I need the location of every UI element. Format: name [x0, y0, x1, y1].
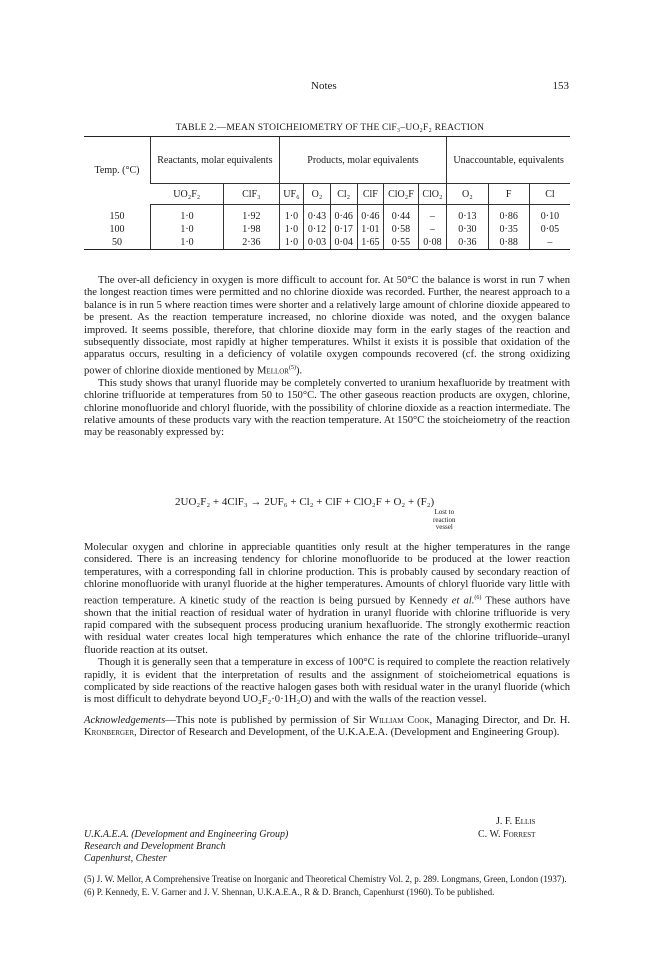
table-cell: 0·88 [488, 236, 529, 250]
table-cell: 1·0 [151, 236, 224, 250]
table-cell: 0·36 [447, 236, 488, 250]
table-cell: 50 [84, 236, 151, 250]
paragraph-text: , Director of Research and Development, of the U.K.A.E.A. (Development and Engineering Group). [134, 727, 560, 739]
col-header: ClF₃ [224, 184, 280, 205]
person-name: William Cook [369, 714, 430, 726]
table-cell: 1·0 [279, 223, 304, 236]
table-caption: TABLE 2.—MEAN STOICHEIOMETRY OF THE ClF₃–UO₂F₂ REACTION [175, 123, 485, 133]
col-header: O₂ [304, 184, 331, 205]
col-header: ClF [357, 184, 384, 205]
stoichiometry-table [84, 136, 570, 250]
table-cell: 0·05 [529, 223, 570, 236]
table-row [84, 223, 570, 236]
table-cell: 0·46 [357, 210, 384, 223]
col-header: Cl [529, 184, 570, 205]
col-group-unaccountable: Unaccountable, equivalents [447, 137, 570, 184]
table-cell: 1·0 [151, 210, 224, 223]
paragraph-text: —This note is published by permission of Sir [165, 714, 366, 726]
paragraph-text: Molecular oxygen and chlorine in appreciable quantities only result at the higher temperatures in the range considered. There is an increasing tendency for chlorine monofluoride to be produced at the lower reaction temperatures, with a corresponding fall in chlorine production. This is probably caused by secondary reaction of chlorine monofluoride with uranyl fluoride at the higher temperatures. Amounts of chloryl fluoride vary little with reaction temperature. A kinetic study of the reaction is being pursued by Kennedy [84, 542, 570, 607]
ref-marker: (5) [288, 364, 296, 371]
table-cell: 0·46 [330, 210, 357, 223]
table-row [84, 210, 570, 223]
col-header: UO₂F₂ [151, 184, 224, 205]
ref-marker: (6) [474, 594, 482, 601]
body-text-lower [84, 542, 570, 740]
col-group-products: Products, molar equivalents [279, 137, 447, 184]
col-header: ClO₂F [384, 184, 418, 205]
table-cell: 0·43 [304, 210, 331, 223]
table-cell: 1·65 [357, 236, 384, 250]
affiliation-line: U.K.A.E.A. (Development and Engineering Group) [84, 829, 289, 840]
table-cell: 0·35 [488, 223, 529, 236]
table-row [84, 236, 570, 250]
table-cell: 1·01 [357, 223, 384, 236]
reference-item: (5) J. W. Mellor, A Comprehensive Treatise on Inorganic and Theoretical Chemistry Vol. 2, p. 289. Longmans, Green, London (1937). [84, 874, 567, 884]
table-cell: 0·17 [330, 223, 357, 236]
references [84, 874, 570, 898]
person-name: Kronberger [84, 727, 135, 739]
note-line: vessel [435, 523, 453, 531]
page-number: 153 [552, 80, 569, 92]
col-group-reactants: Reactants, molar equivalents [151, 137, 280, 184]
reaction-equation: 2UO₂F₂ + 4ClF₃ → 2UF₆ + Cl₂ + ClF + ClO₂F + O₂ + (F₂) [175, 496, 435, 508]
affiliation [84, 829, 288, 865]
table-cell: 0·12 [304, 223, 331, 236]
et-al: et al. [451, 595, 475, 607]
table-cell: 1·0 [151, 223, 224, 236]
table-cell: – [418, 210, 447, 223]
table-cell: 0·55 [384, 236, 418, 250]
table-cell: 1·0 [279, 236, 304, 250]
table-cell: 100 [109, 224, 125, 235]
table-cell: – [529, 236, 570, 250]
table-cell: 0·08 [418, 236, 447, 250]
paragraph-text: , Managing Director, and Dr. H. [429, 714, 571, 726]
table-cell: 1·98 [224, 223, 280, 236]
author-1 [496, 816, 536, 827]
col-header: UF₆ [279, 184, 304, 205]
col-group-temp: Temp. (°C) [84, 137, 151, 205]
equation-note [433, 509, 456, 532]
paragraph-temperature: Though it is generally seen that a temperature in excess of 100°C is required to complete the reaction relatively rapidly, it is evident that the interpretation of results and the assignment of stoicheiometrical equations is complicated by side reactions of the reactive halogen gases both with residual water in the uranyl fluoride (which is most difficult to dehydrate beyond UO₂F₂·0·1H₂O) and with the walls of the reaction vessel. [84, 657, 570, 706]
paragraph-study-summary: This study shows that uranyl fluoride may be completely converted to uranium hexafluoride by treatment with chlorine trifluoride at temperatures from 50 to 150°C. The other gaseous reaction products are oxygen, chlorine, chlorine monofluoride and chloryl fluoride, with the possibility of chlorine dioxide as a reaction intermediate. The relative amounts of these products vary with the reaction temperature. At 150°C the stoicheiometry of the reaction may be reasonably expressed by: [84, 377, 570, 439]
affiliation-line: Capenhurst, Chester [84, 853, 167, 864]
paragraph-oxygen-deficiency [84, 275, 570, 378]
table-cell: 2·36 [224, 236, 280, 250]
body-text-upper [84, 275, 570, 440]
table-cell: 0·04 [330, 236, 357, 250]
table-cell: – [418, 223, 447, 236]
col-header: F [488, 184, 529, 205]
author-text: J. F. Ellis [496, 816, 536, 827]
table-cell: 0·86 [488, 210, 529, 223]
note-line: reaction [433, 515, 456, 524]
table-cell: 0·13 [447, 210, 488, 223]
paragraph-text: The over-all deficiency in oxygen is more difficult to account for. At 50°C the balance is worst in run 7 when the longest reaction times were permitted and no chlorine dioxide was recorded. Further, the nearest approach to a balance is in run 5 where reaction times were shorter and a relatively large amount of chlorine dioxide appeared to be present. As the reaction temperature increased, no chlorine dioxide was noted, and the oxygen balance improved. It seems possible, therefore, that chlorine dioxide may form in the early stages of the reaction and subsequently dissociate, most rapidly at higher temperatures. Whilst it exists it is possible that oxidation of the apparatus occurs, resulting in a deficiency of volatile oxygen compounds recovered (cf. the strong oxidizing power of chlorine dioxide mentioned by [84, 275, 570, 377]
table-cell: 0·44 [384, 210, 418, 223]
author-text: C. W. Forrest [478, 829, 536, 840]
paragraph-text: These authors have shown that the initial reaction of residual water of hydration in uranyl fluoride with chlorine trifluoride is very rapid compared with the subsequent process producing uranium hexafluoride. The strongly exothermic reaction with residual water creates local high temperatures which enhance the rate of the chlorine trifluoride–uranyl fluoride reaction at its outset. [84, 595, 570, 656]
author-name: Mellor [257, 365, 289, 377]
col-header: Cl₂ [330, 184, 357, 205]
paragraph-text: ). [295, 365, 303, 377]
table-cell: 0·10 [529, 210, 570, 223]
reference-item: (6) P. Kennedy, E. V. Garner and J. V. Shennan, U.K.A.E.A., R & D. Branch, Capenhurst (1960). To be published. [84, 887, 495, 897]
table-cell: 150 [109, 211, 125, 222]
author-2 [478, 829, 535, 840]
note-line: Lost to [434, 508, 455, 516]
col-header: O₂ [447, 184, 488, 205]
affiliation-line: Research and Development Branch [84, 841, 226, 852]
acknowledgements [84, 715, 570, 740]
col-header: ClO₂ [418, 184, 447, 205]
table-cell: 1·92 [224, 210, 280, 223]
table-cell: 0·03 [304, 236, 331, 250]
table-cell: 0·30 [447, 223, 488, 236]
paragraph-molecular-oxygen [84, 542, 570, 657]
header-title: Notes [311, 80, 337, 92]
table-cell: 0·58 [384, 223, 418, 236]
ack-label: Acknowledgements [84, 714, 166, 726]
table-cell: 1·0 [279, 210, 304, 223]
